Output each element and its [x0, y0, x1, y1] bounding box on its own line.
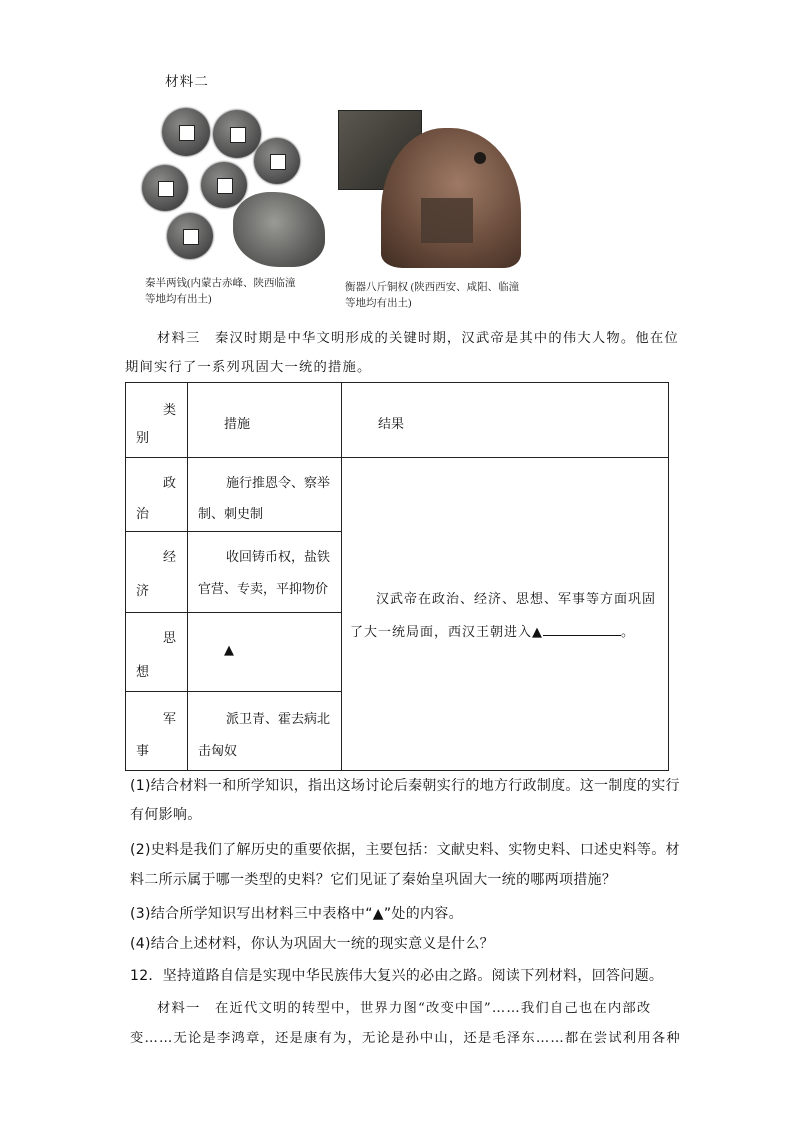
row-measure: 收回铸币权，盐铁 官营、专卖，平抑物价 [188, 532, 342, 613]
q12-material1-line2: 变……无论是李鸿章，还是康有为，无论是孙中山，还是毛泽东……都在尝试利用各种 [130, 1031, 681, 1046]
question-1a: (1)结合材料一和所学知识，指出这场讨论后秦朝实行的地方行政制度。这一制度的实行 [130, 778, 680, 794]
header-category: 类 别 [126, 383, 188, 458]
row-category: 经 济 [126, 532, 188, 613]
question-1b: 有何影响。 [130, 807, 202, 823]
coin-icon [162, 108, 210, 156]
material2-heading: 材料二 [165, 74, 210, 90]
question-2b: 料二所示属于哪一类型的史料？它们见证了秦始皇巩固大一统的哪两项措施？ [130, 872, 617, 888]
material3-line2: 期间实行了一系列巩固大一统的措施。 [125, 360, 372, 375]
header-measures: 措施 [188, 383, 342, 458]
row-measure: 派卫青、霍去病北 击匈奴 [188, 692, 342, 771]
question-3: (3)结合所学知识写出材料三中表格中“▲”处的内容。 [130, 906, 463, 922]
coin-mold-icon [233, 192, 325, 267]
coin-icon [142, 165, 188, 211]
row-category: 思 想 [126, 613, 188, 692]
coin-icon [213, 110, 261, 158]
question-12-stem: 12．坚持道路自信是实现中华民族伟大复兴的必由之路。阅读下列材料，回答问题。 [130, 968, 664, 984]
material3-line1: 材料三 秦汉时期是中华文明形成的关键时期，汉武帝是其中的伟大人物。他在位 [157, 331, 679, 346]
q12-material1-line1: 材料一 在近代文明的转型中，世界力图“改变中国”……我们自己也在内部改 [157, 1001, 652, 1016]
coin-caption: 秦半两钱(内蒙古赤峰、陕西临潼 等地均有出土) [145, 278, 296, 305]
result-cell: 汉武帝在政治、经济、思想、军事等方面巩固 了大一统局面，西汉王朝进入▲ 。 [342, 458, 669, 771]
bronze-weight-image [336, 110, 526, 270]
coin-icon [254, 138, 300, 184]
row-category: 军 事 [126, 692, 188, 771]
question-4: (4)结合上述材料，你认为巩固大一统的现实意义是什么？ [130, 936, 494, 952]
triangle-icon: ▲ [224, 643, 234, 658]
weight-caption: 衡器八斤铜权 (陕西西安、咸阳、临潼 等地均有出土) [345, 282, 520, 309]
coin-icon [167, 213, 213, 259]
header-result: 结果 [342, 383, 669, 458]
measures-table [125, 382, 669, 771]
question-2a: (2)史料是我们了解历史的重要依据，主要包括：文献史料、实物史料、口述史料等。材 [130, 842, 680, 858]
row-category: 政 治 [126, 458, 188, 532]
answer-blank [543, 623, 621, 636]
row-measure [188, 613, 342, 692]
result-text: 了大一统局面，西汉王朝进入▲ [350, 625, 543, 640]
coin-icon [201, 162, 247, 208]
weight-panel-icon [421, 198, 473, 243]
row-measure: 施行推恩令、察举 制、刺史制 [188, 458, 342, 532]
weight-knob-icon [474, 152, 486, 164]
coins-image [135, 100, 330, 275]
